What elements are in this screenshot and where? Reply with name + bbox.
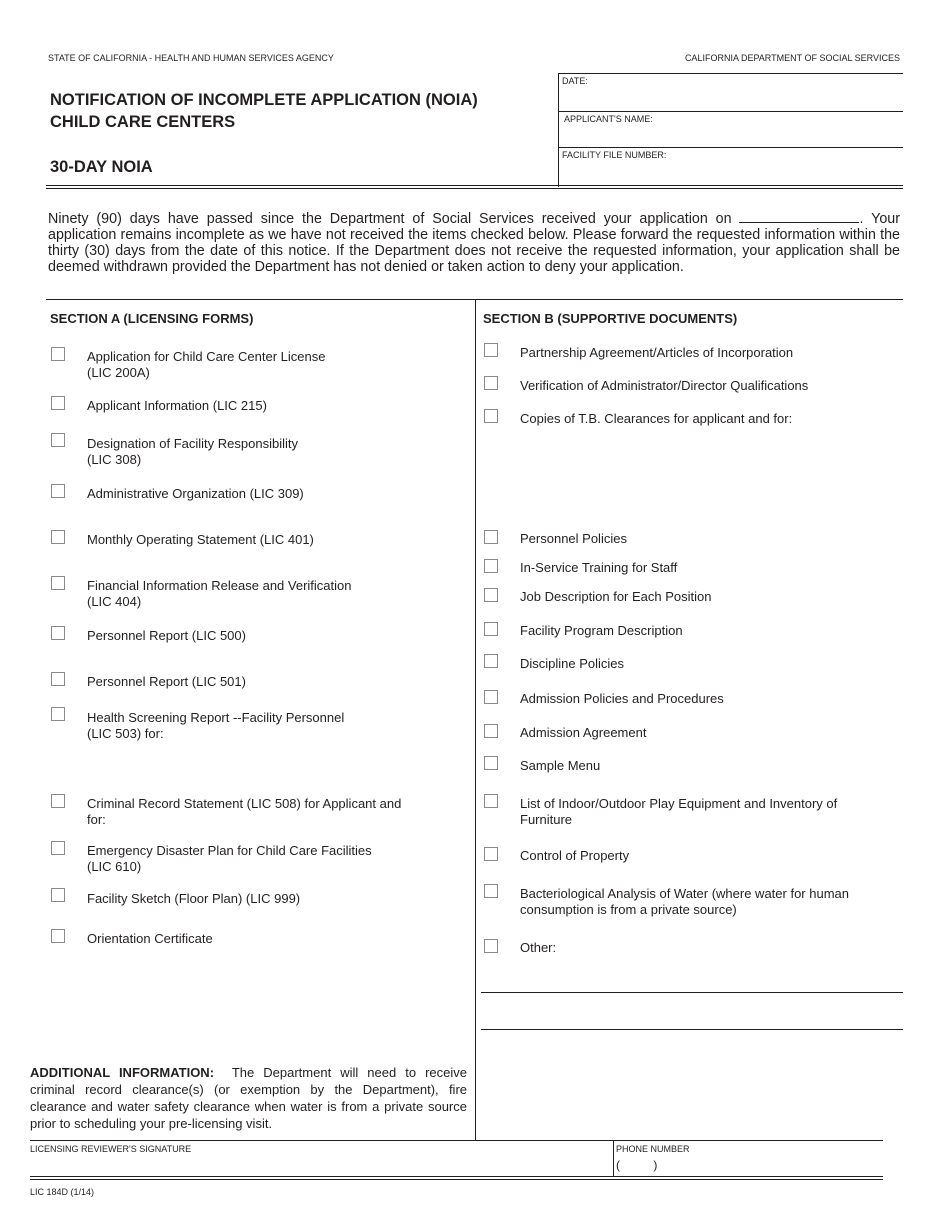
section-b-item-text: Discipline Policies <box>520 656 625 671</box>
additional-information-label: ADDITIONAL INFORMATION: <box>30 1065 215 1080</box>
section-b-checkbox[interactable] <box>484 654 498 668</box>
section-a-checkbox[interactable] <box>51 888 65 902</box>
section-b-checkbox[interactable] <box>484 884 498 898</box>
section-b-item-text: Admission Policies and Procedures <box>520 691 724 706</box>
signature-bottom-rule-1 <box>30 1176 883 1177</box>
section-a-item-text: Application for Child Care Center License (LIC 200A) <box>87 349 326 380</box>
intro-text-start: Ninety (90) days have passed since the Department of Social Services received your application on <box>48 211 732 227</box>
section-a-item-text: Personnel Report (LIC 500) <box>87 628 246 643</box>
section-b-item-text: List of Indoor/Outdoor Play Equipment and Inventory of Furniture <box>520 796 838 827</box>
form-title-line1: NOTIFICATION OF INCOMPLETE APPLICATION (NOIA) <box>50 91 478 109</box>
applicant-name-field-line[interactable] <box>558 147 903 148</box>
section-a-item-text: Emergency Disaster Plan for Child Care Facilities (LIC 610) <box>87 843 372 874</box>
section-b-checkbox[interactable] <box>484 559 498 573</box>
agency-name: STATE OF CALIFORNIA - HEALTH AND HUMAN SERVICES AGENCY <box>48 53 334 63</box>
section-b-checkbox[interactable] <box>484 530 498 544</box>
signature-divider <box>613 1140 614 1177</box>
section-a-item-text: Financial Information Release and Verification (LIC 404) <box>87 578 352 609</box>
section-a-checkbox[interactable] <box>51 794 65 808</box>
section-a-item-text: Monthly Operating Statement (LIC 401) <box>87 532 314 547</box>
section-b-item-text: Facility Program Description <box>520 623 683 638</box>
section-b-checkbox[interactable] <box>484 690 498 704</box>
section-a-item-text: Administrative Organization (LIC 309) <box>87 486 304 501</box>
section-b-item-text: Job Description for Each Position <box>520 589 712 604</box>
intro-text-end: . Your application remains incomplete as we have not received the items checked below. Please forward the requested information within the thirty (30) days from the date of this notice. If the Department does not receive the requested information, your application shall be deemed withdrawn provided the Department has not denied or taken action to deny your application. <box>48 211 900 275</box>
form-subtitle: 30-DAY NOIA <box>50 158 153 176</box>
other-line-2[interactable] <box>481 1029 903 1030</box>
section-a-item-text: Designation of Facility Responsibility (LIC 308) <box>87 436 298 467</box>
section-a-checkbox[interactable] <box>51 929 65 943</box>
header-top-line <box>558 73 903 74</box>
section-b-title: SECTION B (SUPPORTIVE DOCUMENTS) <box>483 311 738 326</box>
section-a-title: SECTION A (LICENSING FORMS) <box>50 311 254 326</box>
section-a-item-text: Personnel Report (LIC 501) <box>87 674 246 689</box>
signature-label: LICENSING REVIEWER'S SIGNATURE <box>30 1144 192 1154</box>
date-label: DATE: <box>562 76 588 86</box>
other-line-1[interactable] <box>481 992 903 993</box>
section-a-item-text: Facility Sketch (Floor Plan) (LIC 999) <box>87 891 301 906</box>
signature-top-rule <box>30 1140 883 1141</box>
section-b-checkbox[interactable] <box>484 794 498 808</box>
applicant-name-label: APPLICANT'S NAME: <box>564 114 653 124</box>
section-a-checkbox[interactable] <box>51 841 65 855</box>
section-a-checkbox[interactable] <box>51 707 65 721</box>
section-b-item-text: In-Service Training for Staff <box>520 560 678 575</box>
form-id: LIC 184D (1/14) <box>30 1187 95 1197</box>
additional-information-text: The Department will need to receive criminal record clearance(s) (or exemption by the Department), fire clearance and water safety clearance when water is from a private source prior to scheduling your pre-licensing visit. <box>30 1065 467 1131</box>
section-a-item-text: Criminal Record Statement (LIC 508) for Applicant and for: <box>87 796 402 827</box>
form-title-line2: CHILD CARE CENTERS <box>50 113 236 131</box>
header-rule-1 <box>46 185 903 186</box>
application-date-blank[interactable] <box>739 210 859 223</box>
section-b-item-text: Partnership Agreement/Articles of Incorporation <box>520 345 794 360</box>
section-b-item-text: Personnel Policies <box>520 531 627 546</box>
section-b-item-text: Bacteriological Analysis of Water (where water for human consumption is from a private source) <box>520 886 849 917</box>
section-b-item-text: Copies of T.B. Clearances for applicant and for: <box>520 411 793 426</box>
signature-bottom-rule-2 <box>30 1179 883 1180</box>
section-b-item-text: Admission Agreement <box>520 725 647 740</box>
sections-divider <box>475 299 476 1141</box>
section-a-item-text: Health Screening Report --Facility Personnel (LIC 503) for: <box>87 710 345 741</box>
section-a-checkbox[interactable] <box>51 347 65 361</box>
intro-paragraph <box>48 210 900 275</box>
section-a-checkbox[interactable] <box>51 396 65 410</box>
section-b-checkbox[interactable] <box>484 376 498 390</box>
section-b-checkbox[interactable] <box>484 622 498 636</box>
section-a-checkbox[interactable] <box>51 484 65 498</box>
date-field-line[interactable] <box>558 111 903 112</box>
section-b-item-text: Verification of Administrator/Director Qualifications <box>520 378 809 393</box>
section-a-checkbox[interactable] <box>51 626 65 640</box>
header-divider <box>558 73 559 187</box>
section-a-item-text: Orientation Certificate <box>87 931 213 946</box>
header-rule-2 <box>46 188 903 189</box>
section-b-checkbox[interactable] <box>484 343 498 357</box>
phone-label: PHONE NUMBER <box>616 1144 690 1154</box>
phone-number-field[interactable]: ( ) <box>616 1158 658 1172</box>
section-b-item-text: Sample Menu <box>520 758 601 773</box>
section-a-item-text: Applicant Information (LIC 215) <box>87 398 267 413</box>
section-a-checkbox[interactable] <box>51 576 65 590</box>
section-b-checkbox[interactable] <box>484 939 498 953</box>
section-a-checkbox[interactable] <box>51 433 65 447</box>
facility-file-number-label: FACILITY FILE NUMBER: <box>562 150 667 160</box>
section-b-item-text: Other: <box>520 940 557 955</box>
section-b-checkbox[interactable] <box>484 724 498 738</box>
section-b-checkbox[interactable] <box>484 409 498 423</box>
additional-information <box>30 1064 467 1132</box>
department-name: CALIFORNIA DEPARTMENT OF SOCIAL SERVICES <box>684 53 900 63</box>
section-b-checkbox[interactable] <box>484 588 498 602</box>
section-b-checkbox[interactable] <box>484 756 498 770</box>
section-a-checkbox[interactable] <box>51 672 65 686</box>
section-b-item-text: Control of Property <box>520 848 630 863</box>
section-b-checkbox[interactable] <box>484 847 498 861</box>
section-a-checkbox[interactable] <box>51 530 65 544</box>
